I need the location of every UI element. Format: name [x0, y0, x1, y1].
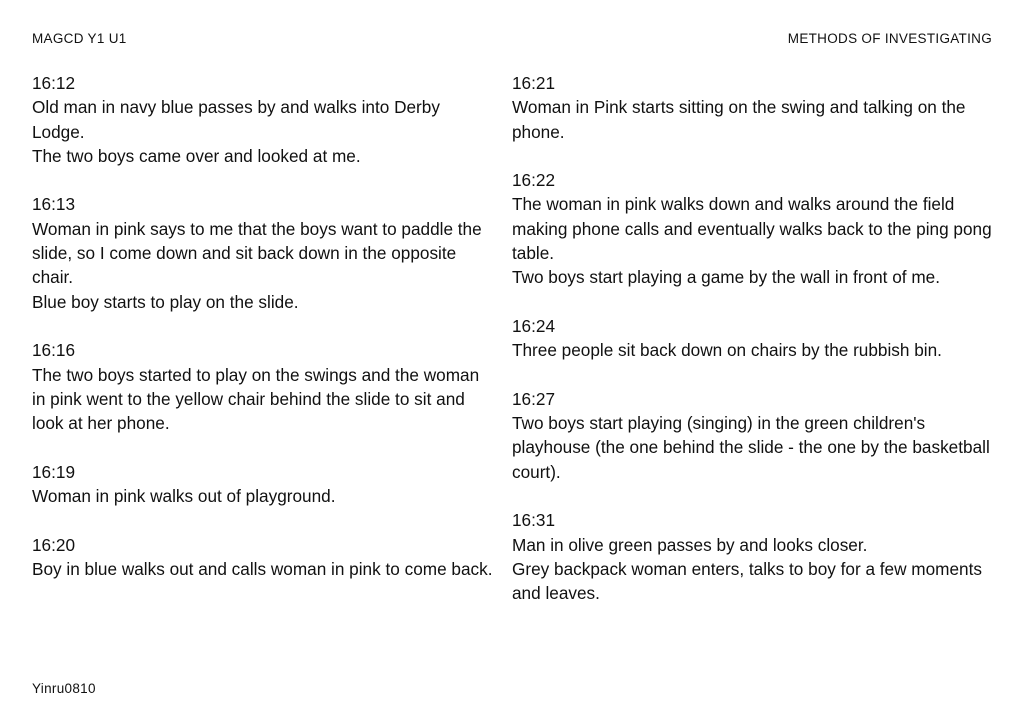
observation-entry [32, 71, 494, 168]
entry-time: 16:21 [512, 73, 556, 93]
entry-time: 16:20 [32, 534, 76, 555]
observation-entry [512, 168, 992, 289]
course-code-header: MAGCD Y1 U1 [32, 31, 127, 46]
entry-time: 16:13 [32, 194, 76, 215]
entry-time: 16:27 [512, 388, 556, 409]
observation-entry [32, 460, 494, 509]
entry-text: Blue boy starts to play on the slide. [32, 291, 299, 312]
observation-entry [512, 508, 992, 605]
observation-entry [512, 71, 992, 144]
entry-time: 16:24 [512, 315, 556, 336]
entry-text: Three people sit back down on chairs by the rubbish bin. [512, 340, 942, 361]
entry-text: The two boys came over and looked at me. [32, 145, 361, 166]
entry-text: Old man in navy blue passes by and walks into Derby Lodge. [32, 97, 440, 142]
observation-entry [32, 533, 494, 582]
entry-text: Woman in Pink starts sitting on the swing and talking on the phone. [512, 97, 966, 142]
entry-time: 16:19 [32, 461, 76, 482]
entry-text: Man in olive green passes by and looks closer. [512, 534, 868, 555]
author-footer: Yinru0810 [32, 681, 96, 696]
entry-text: The woman in pink walks down and walks around the field making phone calls and eventually walks back to the ping pong table. [512, 194, 992, 264]
observation-entry [512, 387, 992, 484]
entry-time: 16:22 [512, 170, 556, 191]
observation-entry [512, 314, 992, 363]
entry-time: 16:12 [32, 73, 76, 93]
section-title-header: METHODS OF INVESTIGATING [787, 31, 992, 46]
observation-column-right [512, 71, 992, 630]
entry-text: Woman in pink walks out of playground. [32, 486, 336, 507]
entry-text: Two boys start playing a game by the wall in front of me. [512, 267, 940, 288]
entry-time: 16:16 [32, 340, 76, 361]
entry-text: Grey backpack woman enters, talks to boy for a few moments and leaves. [512, 558, 982, 604]
entry-text: Woman in pink says to me that the boys want to paddle the slide, so I come down and sit back down in the opposite chair. [32, 218, 482, 288]
entry-text: Two boys start playing (singing) in the green children's playhouse (the one behind the slide - the one by the basketball court). [512, 413, 990, 482]
entry-time: 16:31 [512, 510, 556, 531]
entry-text: The two boys started to play on the swings and the woman in pink went to the yellow chair behind the slide to sit and look at her phone. [32, 364, 480, 434]
observation-entry [32, 338, 494, 435]
entry-text: Boy in blue walks out and calls woman in pink to come back. [32, 558, 493, 579]
observation-entry [32, 192, 494, 313]
observation-column-left [32, 71, 494, 606]
